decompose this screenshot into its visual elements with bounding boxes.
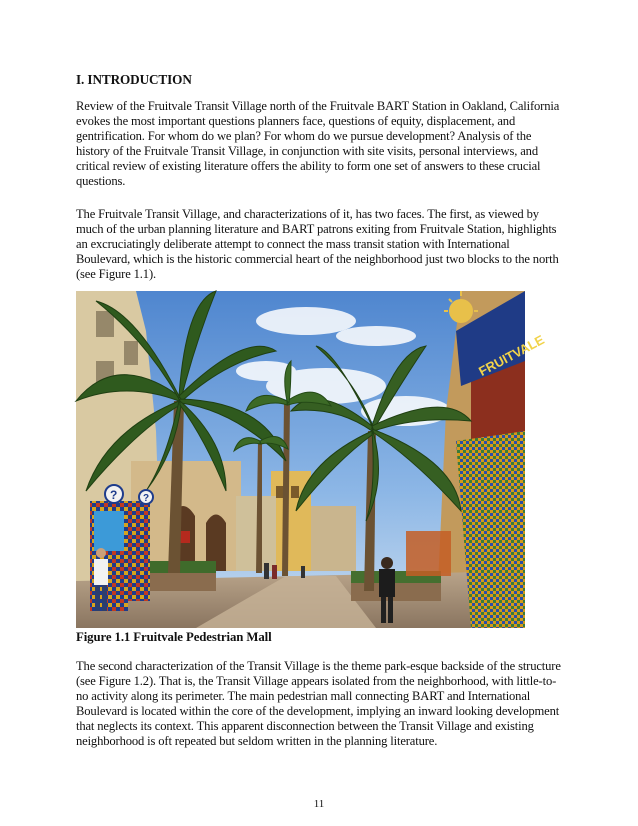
- kiosk-mark-2: ?: [143, 493, 150, 504]
- figure-caption: Figure 1.1 Fruitvale Pedestrian Mall: [76, 630, 272, 644]
- figure-photo-pedestrian-mall: [76, 291, 547, 628]
- paragraph-intro: Review of the Fruitvale Transit Village north of the Fruitvale BART Station in Oakland, California evokes the most important questions planners face, questions of equity, displacement, and gentrification. For whom do we plan? For whom do we pursue development? Analysis of the history of the Fruitvale Transit Village, in conjunction with site visits, personal interviews, and critical review of existing literature offers the ability to form one set of answers to these crucial questions.: [76, 99, 560, 189]
- paragraph-second-characterization: The second characterization of the Transit Village is the theme park-esque backside of the structure (see Figure 1.2). That is, the Transit Village appears isolated from the neighborhood, with little-to-no activity along its perimeter. The main pedestrian mall connecting BART and International Boulevard is located within the core of the development, implying an inward looking development that neglects its context. This apparent disconnection between the Transit Village and existing neighborhood is oft repeated but seldom written in the planning literature.: [76, 659, 561, 749]
- pedestrian-mall-photo: [76, 291, 547, 628]
- paragraph-two-faces: The Fruitvale Transit Village, and characterizations of it, has two faces. The first, as viewed by much of the urban planning literature and BART patrons exiting from Fruitvale Station, highlights an excruciatingly deliberate attempt to connect the mass transit station with International Boulevard, which is the historic commercial heart of the neighborhood just two blocks to the north (see Figure 1.1).: [76, 207, 559, 282]
- kiosk-mark-1: ?: [110, 488, 118, 502]
- page-number: 11: [313, 798, 325, 810]
- fruitvale-sign-text: FRUITVALE: [476, 331, 547, 379]
- section-heading: I. INTRODUCTION: [76, 72, 192, 87]
